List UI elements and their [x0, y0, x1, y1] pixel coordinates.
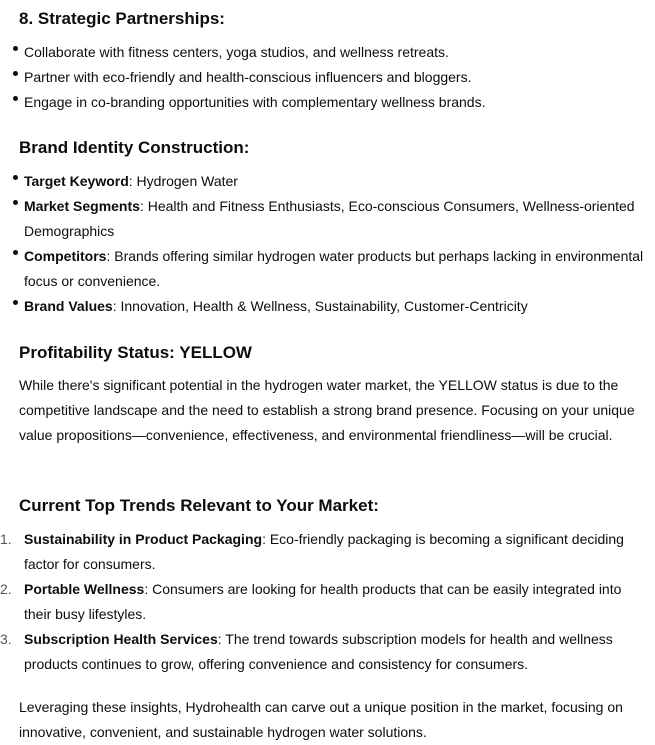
- trends-heading: Current Top Trends Relevant to Your Market:: [19, 496, 379, 515]
- item-text: : Brands offering similar hydrogen water products but perhaps lacking in environmental focus or convenience.: [24, 248, 644, 289]
- list-item: [19, 194, 645, 244]
- strategic-partnerships-heading: 8. Strategic Partnerships:: [19, 9, 225, 28]
- profitability-heading: Profitability Status: YELLOW: [19, 343, 252, 362]
- item-label: Target Keyword: [24, 173, 129, 189]
- item-label: Subscription Health Services: [24, 631, 218, 647]
- item-label: Brand Values: [24, 298, 113, 314]
- list-item: Partner with eco-friendly and health-conscious influencers and bloggers.: [19, 65, 645, 90]
- item-number: 3.: [0, 631, 12, 647]
- profitability-paragraph: While there's significant potential in the hydrogen water market, the YELLOW status is due to the competitive landscape and the need to establish a strong brand presence. Focusing on your unique value propositions—convenience, effectiveness, and environmental friendliness—will be crucial.: [19, 377, 635, 443]
- item-text: : Consumers are looking for health products that can be easily integrated into their busy lifestyles.: [24, 581, 622, 622]
- item-label: Portable Wellness: [24, 581, 145, 597]
- list-item: [0, 577, 645, 627]
- brand-identity-list: [19, 169, 645, 319]
- item-text: : Innovation, Health & Wellness, Sustainability, Customer-Centricity: [112, 298, 528, 314]
- list-item: [0, 627, 645, 677]
- list-item: [19, 169, 645, 194]
- brand-identity-heading: Brand Identity Construction:: [19, 138, 250, 157]
- list-item: [19, 244, 645, 294]
- trends-list: [0, 527, 645, 677]
- list-item: Collaborate with fitness centers, yoga studios, and wellness retreats.: [19, 40, 645, 65]
- list-item: [0, 527, 645, 577]
- item-text: : Health and Fitness Enthusiasts, Eco-conscious Consumers, Wellness-oriented Demographics: [24, 198, 635, 239]
- item-label: Competitors: [24, 248, 107, 264]
- item-text: : The trend towards subscription models for health and wellness products continues to grow, offering convenience and consistency for consumers.: [24, 631, 613, 672]
- item-number: 2.: [0, 581, 12, 597]
- item-label: Sustainability in Product Packaging: [24, 531, 263, 547]
- strategic-partnerships-list: [19, 40, 645, 115]
- list-item: [19, 294, 645, 319]
- item-number: 1.: [0, 531, 12, 547]
- conclusion-paragraph: Leveraging these insights, Hydrohealth can carve out a unique position in the market, focusing on innovative, convenient, and sustainable hydrogen water solutions.: [19, 699, 623, 740]
- list-item: Engage in co-branding opportunities with complementary wellness brands.: [19, 90, 645, 115]
- item-label: Market Segments: [24, 198, 140, 214]
- item-text: : Hydrogen Water: [128, 173, 238, 189]
- item-text: : Eco-friendly packaging is becoming a significant deciding factor for consumers.: [24, 531, 624, 572]
